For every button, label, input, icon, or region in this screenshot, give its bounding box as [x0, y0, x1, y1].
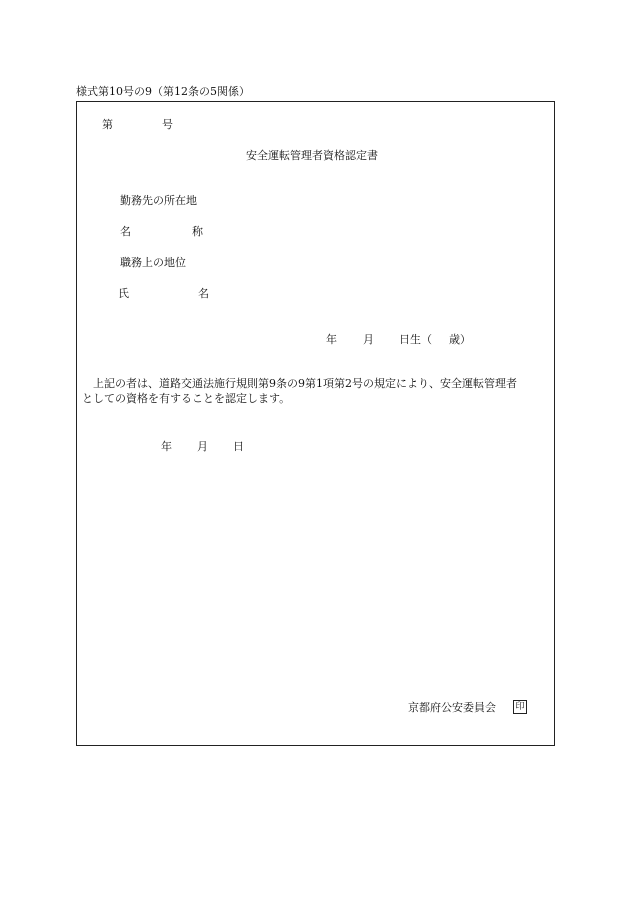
- seal-stamp: 印: [513, 700, 527, 714]
- issue-day: 日: [233, 440, 244, 453]
- field-person-1: 氏: [118, 287, 129, 300]
- issue-year: 年: [161, 440, 172, 453]
- birth-month: 月: [363, 333, 374, 346]
- certification-line-1: 上記の者は、道路交通法施行規則第9条の9第1項第2号の規定により、安全運転管理者: [93, 377, 517, 390]
- certification-statement: [82, 376, 550, 406]
- field-workplace-address: 勤務先の所在地: [120, 194, 197, 207]
- certification-line-2: としての資格を有することを認定します。: [82, 392, 291, 405]
- field-position: 職務上の地位: [120, 256, 186, 269]
- issuer-name: 京都府公安委員会: [408, 701, 496, 714]
- certificate-title: 安全運転管理者資格認定書: [246, 149, 378, 162]
- birth-day: 日生（: [399, 333, 432, 346]
- form-number: 様式第10号の9（第12条の5関係）: [76, 85, 250, 98]
- field-person-2: 名: [198, 287, 209, 300]
- number-dai: 第: [102, 118, 113, 131]
- field-name-label-2: 称: [192, 225, 203, 238]
- birth-year: 年: [326, 333, 337, 346]
- issue-month: 月: [197, 440, 208, 453]
- birth-age: 歳）: [449, 333, 471, 346]
- field-name-label-1: 名: [120, 225, 131, 238]
- number-go: 号: [162, 118, 173, 131]
